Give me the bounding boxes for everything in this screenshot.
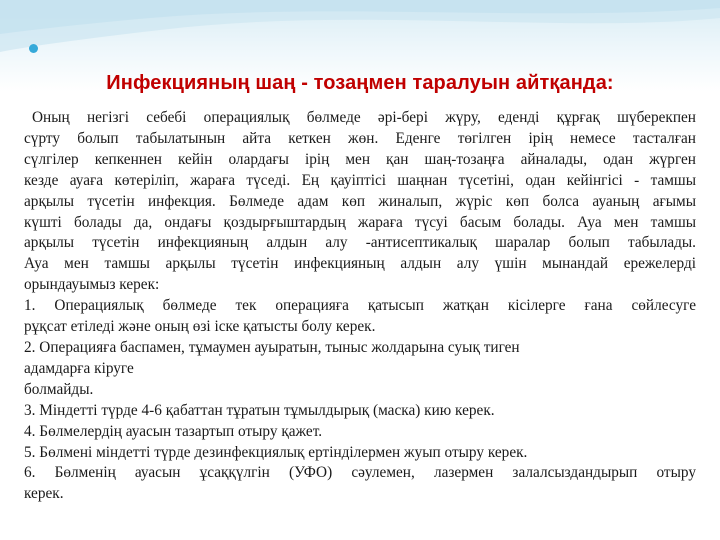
body-line: күшті болады да, ондағы қоздырғыштардың жараға түсуі басым болады. Ауа мен тамшы (24, 213, 696, 231)
body-line: рұқсат етіледі және оның өзі іске қатысты болу керек. (24, 318, 376, 336)
body-line: 4. Бөлмелердің ауасын тазартып отыру қажет. (24, 422, 323, 440)
header-swoosh-decoration (0, 0, 720, 80)
body-line: 3. Міндетті түрде 4-6 қабаттан тұратын тұмылдырық (маска) кию керек. (24, 401, 495, 419)
body-line: арқылы түсетін инфекцияның алдын алу -антисептикалық шаралар болып табылады. (24, 234, 696, 252)
body-line: керек. (24, 485, 64, 503)
body-line: арқылы түсетін инфекция. Бөлмеде адам көп жиналып, жүріс көп болса ауаның ағымы (24, 192, 696, 210)
body-line: 2. Операцияға баспамен, тұмаумен ауыратын, тыныс жолдарына суық тиген (24, 338, 520, 356)
body-line: сүлгілер кепкеннен кейін олардағы ірің мен қан шаң-тозаңға айналады, одан жүрген (24, 150, 696, 168)
body-line: Оның негізгі себебі операциялық бөлмеде әрі-бері жүру, еденді құрғақ шүберекпен (32, 109, 696, 126)
body-line: 1. Операциялық бөлмеде тек операцияға қатысып жатқан кісілерге ғана сөйлесуге (24, 297, 696, 315)
body-line: 6. Бөлменің ауасын ұсаққүлгін (УФО) сәулемен, лазермен залалсыздандырып отыру (24, 464, 696, 482)
slide-title: Инфекцияның шаң - тозаңмен таралуын айтқанда: (106, 72, 614, 94)
body-line: 5. Бөлмені міндетті түрде дезинфекциялық ертінділермен жуып отыру керек. (24, 443, 528, 461)
body-line: сүрту болып табылатынын айта кеткен жөн. Еденге төгілген ірің немесе тасталған (24, 129, 696, 147)
body-line: адамдарға кіруге (24, 359, 134, 377)
bullet-dot-icon (29, 44, 38, 53)
body-line: Ауа мен тамшы арқылы түсетін инфекцияның алдын алу үшін мынандай ережелерді (24, 255, 696, 273)
body-line: кезде ауаға көтеріліп, жараға түседі. Ең қауіптісі шаңнан түсетіні, одан кейінгісі - тамшы (24, 171, 696, 189)
body-line: болмайды. (24, 380, 94, 398)
body-line: орындауымыз керек: (24, 276, 160, 294)
slide-body-text (24, 108, 696, 505)
